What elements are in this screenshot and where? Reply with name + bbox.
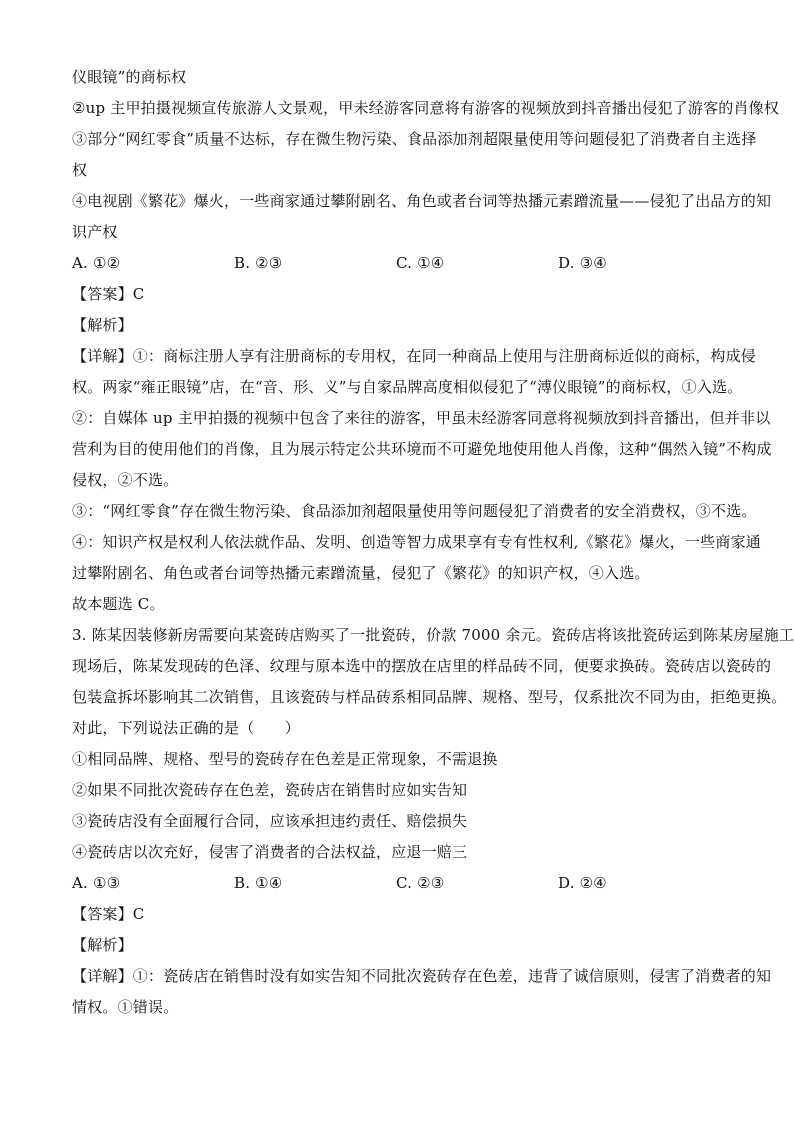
q3-statement-2: ②如果不同批次瓷砖存在色差，瓷砖店在销售时应如实告知 bbox=[72, 781, 468, 799]
q2-explanation-line-5: 侵权，②不选。 bbox=[72, 471, 179, 489]
q3-option-c: C. ②③ bbox=[396, 874, 445, 892]
q2-option-b: B. ②③ bbox=[234, 254, 283, 272]
q3-stem-line-1: 3. 陈某因装修新房需要向某瓷砖店购买了一批瓷砖，价款 7000 余元。瓷砖店将该批瓷砖运到陈某房屋施工 bbox=[72, 626, 794, 644]
q2-explanation-line-4: 营利为目的使用他们的肖像，且为展示特定公共环境而不可避免地使用他人肖像，这种“偶然入镜”不构成 bbox=[72, 440, 772, 458]
q2-explanation-line-2: 权。两家“雍正眼镜”店，在“音、形、义”与自家品牌高度相似侵犯了“溥仪眼镜”的商标权，①入选。 bbox=[72, 378, 743, 396]
q2-line-4: 权 bbox=[72, 161, 88, 179]
q3-statement-1: ①相同品牌、规格、型号的瓷砖存在色差是正常现象，不需退换 bbox=[72, 750, 498, 768]
q3-statement-3: ③瓷砖店没有全面履行合同，应该承担违约责任、赔偿损失 bbox=[72, 812, 468, 830]
q3-options bbox=[72, 868, 726, 899]
q2-option-d: D. ③④ bbox=[558, 254, 607, 272]
q2-analysis-label: 【解析】 bbox=[72, 316, 133, 334]
q3-stem-line-4: 对此，下列说法正确的是（ ） bbox=[72, 719, 301, 737]
q3-stem-line-3: 包装盒拆坏影响其二次销售，且该瓷砖与样品砖系相同品牌、规格、型号，仅系批次不同为由，拒绝更换。 bbox=[72, 688, 787, 706]
q2-explanation-line-8: 过攀附剧名、角色或者台词等热播元素蹭流量，侵犯了《繁花》的知识产权，④入选。 bbox=[72, 564, 650, 582]
q2-option-c: C. ①④ bbox=[396, 254, 445, 272]
q2-option-a: A. ①② bbox=[72, 254, 121, 272]
q3-explanation-line-1: 【详解】①：瓷砖店在销售时没有如实告知不同批次瓷砖存在色差，违背了诚信原则，侵害了消费者的知 bbox=[72, 967, 772, 985]
q2-line-6: 识产权 bbox=[72, 223, 118, 241]
q3-option-a: A. ①③ bbox=[72, 874, 121, 892]
q2-line-1: 仪眼镜”的商标权 bbox=[72, 68, 187, 86]
q2-explanation-line-3: ②：自媒体 up 主甲拍摄的视频中包含了来往的游客，甲虽未经游客同意将视频放到抖音播出，但并非以 bbox=[72, 409, 771, 427]
q2-answer: 【答案】C bbox=[72, 285, 145, 303]
q3-option-b: B. ①④ bbox=[234, 874, 283, 892]
q2-explanation-line-1: 【详解】①：商标注册人享有注册商标的专用权，在同一种商品上使用与注册商标近似的商标，构成侵 bbox=[72, 347, 757, 365]
q2-options bbox=[72, 248, 726, 279]
q2-explanation-line-9: 故本题选 C。 bbox=[72, 595, 165, 613]
q3-explanation-line-2: 情权。①错误。 bbox=[72, 998, 179, 1016]
q2-explanation-line-6: ③：“网红零食”存在微生物污染、食品添加剂超限量使用等问题侵犯了消费者的安全消费权，③不选。 bbox=[72, 502, 757, 520]
q2-explanation-line-7: ④：知识产权是权利人依法就作品、发明、创造等智力成果享有专有性权利,《繁花》爆火，一些商家通 bbox=[72, 533, 761, 551]
q3-answer: 【答案】C bbox=[72, 905, 145, 923]
q2-line-2: ②up 主甲拍摄视频宣传旅游人文景观，甲未经游客同意将有游客的视频放到抖音播出侵犯了游客的肖像权 bbox=[72, 99, 780, 117]
q3-stem-line-2: 现场后，陈某发现砖的色泽、纹理与原本选中的摆放在店里的样品砖不同，便要求换砖。瓷砖店以瓷砖的 bbox=[72, 657, 772, 675]
q2-line-3: ③部分“网红零食”质量不达标，存在微生物污染、食品添加剂超限量使用等问题侵犯了消费者自主选择 bbox=[72, 130, 757, 148]
q2-line-5: ④电视剧《繁花》爆火，一些商家通过攀附剧名、角色或者台词等热播元素蹭流量——侵犯了出品方的知 bbox=[72, 192, 772, 210]
q3-statement-4: ④瓷砖店以次充好，侵害了消费者的合法权益，应退一赔三 bbox=[72, 843, 468, 861]
document-content bbox=[72, 62, 794, 1023]
q3-option-d: D. ②④ bbox=[558, 874, 607, 892]
q3-analysis-label: 【解析】 bbox=[72, 936, 133, 954]
